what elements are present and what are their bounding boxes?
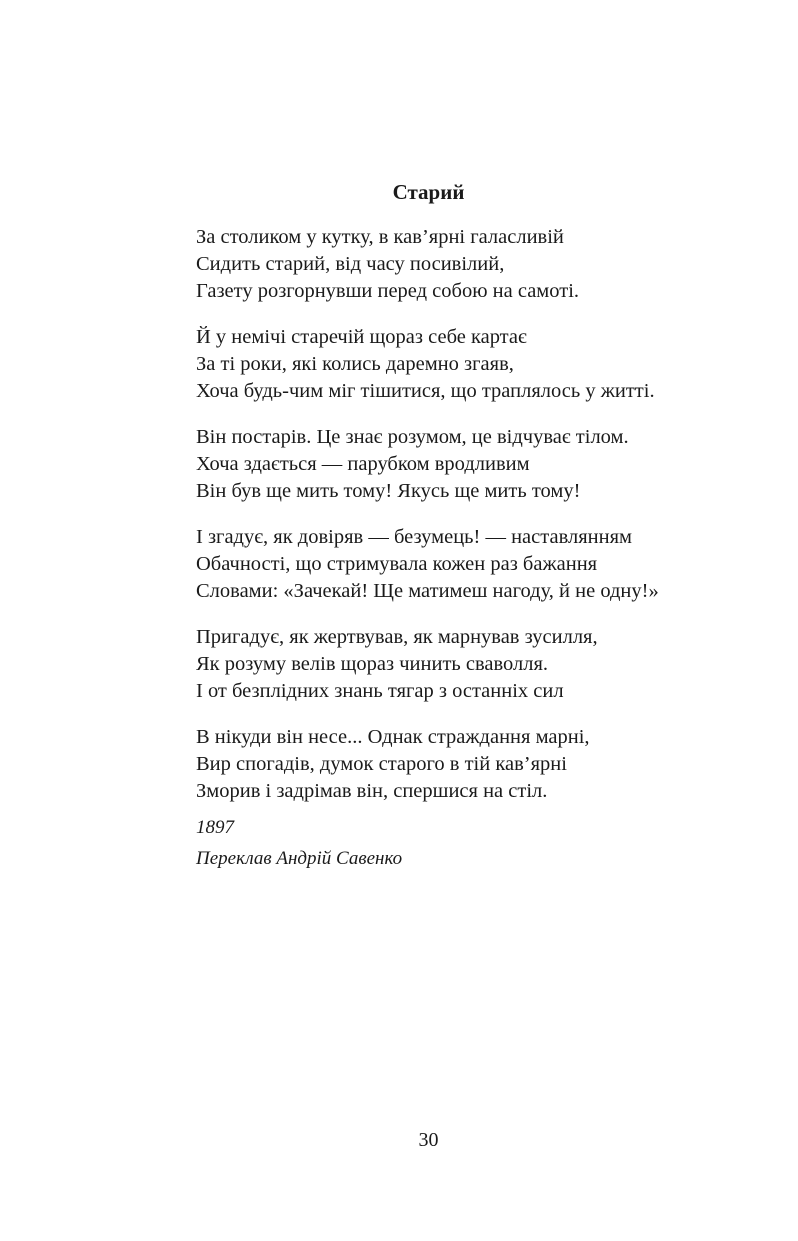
- poem-line: Сидить старий, від часу посивілий,: [196, 253, 505, 275]
- poem-line: І згадує, як довіряв — безумець! — наставлянням: [196, 526, 632, 548]
- poem-line: Газету розгорнувши перед собою на самоті.: [196, 280, 580, 302]
- stanza-1: [196, 224, 776, 305]
- poem-line: Словами: «Зачекай! Ще матимеш нагоду, й не одну!»: [196, 580, 659, 602]
- poem-line: Пригадує, як жертвував, як марнував зусилля,: [196, 626, 598, 648]
- poem-line: Хоча будь-чим міг тішитися, що траплялось у житті.: [196, 380, 655, 402]
- poem-line: Зморив і задрімав він, спершися на стіл.: [196, 780, 548, 802]
- page-number: 30: [418, 1129, 439, 1151]
- stanza-3: [196, 424, 776, 505]
- poem-line: Він постарів. Це знає розумом, це відчуває тілом.: [196, 426, 629, 448]
- poem-line: Вир спогадів, думок старого в тій кав’ярні: [196, 753, 567, 775]
- poem-year: 1897: [196, 817, 234, 838]
- poem-title: Старий: [392, 180, 465, 204]
- stanza-2: [196, 324, 776, 405]
- poem-line: І от безплідних знань тягар з останніх сил: [196, 680, 564, 702]
- stanza-5: [196, 624, 776, 705]
- poem-line: Й у немічі старечій щораз себе картає: [196, 326, 527, 348]
- poem-line: Як розуму велів щораз чинить сваволля.: [196, 653, 549, 675]
- poem-line: Хоча здається — парубком вродливим: [196, 453, 530, 475]
- poem-line: За ті роки, які колись даремно згаяв,: [196, 353, 514, 375]
- stanza-6: [196, 724, 776, 805]
- poem-line: В нікуди він несе... Однак страждання марні,: [196, 726, 590, 748]
- poem-line: Обачності, що стримувала кожен раз бажання: [196, 553, 598, 575]
- poem-line: За столиком у кутку, в кав’ярні галасливій: [196, 226, 564, 248]
- poem-line: Він був ще мить тому! Якусь ще мить тому!: [196, 480, 581, 502]
- stanza-4: [196, 524, 776, 605]
- poem-body: [196, 224, 776, 824]
- translator-credit: Переклав Андрій Савенко: [196, 848, 403, 869]
